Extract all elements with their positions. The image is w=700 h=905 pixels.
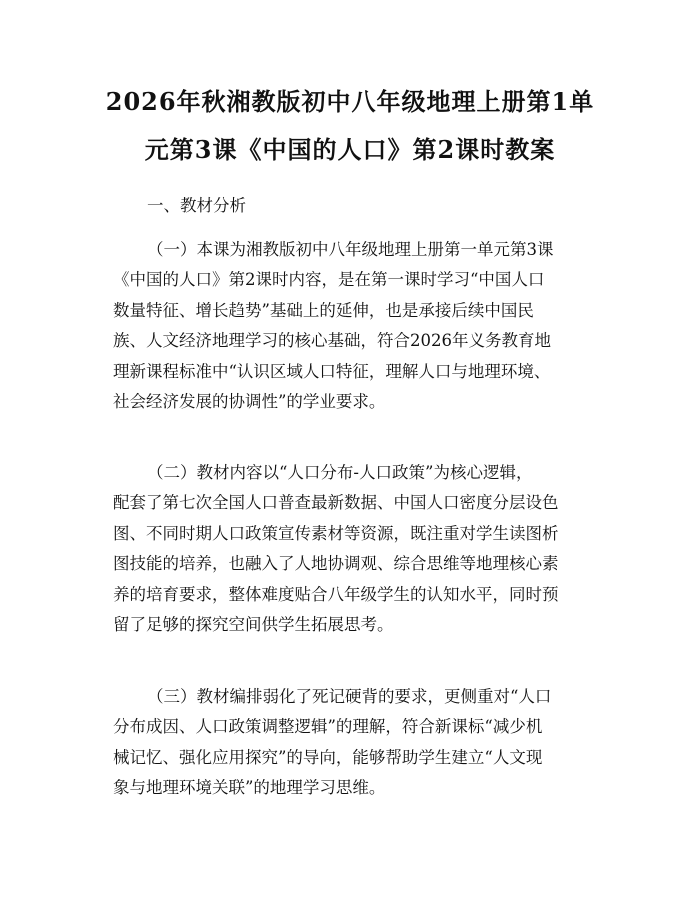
paragraph-line: 分布成因、人口政策调整逻辑”的理解，符合新课标“减少机 <box>113 717 543 737</box>
paragraph-line: 图技能的培养，也融入了人地协调观、综合思维等地理核心素 <box>113 554 559 574</box>
paragraph-line: 图、不同时期人口政策宣传素材等资源，既注重对学生读图析 <box>113 523 559 543</box>
paragraph-line: 数量特征、增长趋势”基础上的延伸，也是承接后续中国民 <box>113 300 534 320</box>
title-line: 2026年秋湘教版初中八年级地理上册第1单 <box>105 87 595 116</box>
paragraph-line: 社会经济发展的协调性”的学业要求。 <box>113 392 386 412</box>
paragraph-line: 族、人文经济地理学习的核心基础，符合2026年义务教育地 <box>113 331 551 351</box>
document-title <box>100 78 600 174</box>
section-heading: 一、教材分析 <box>147 196 246 215</box>
paragraph-line: （一）本课为湘教版初中八年级地理上册第一单元第3课 <box>147 240 554 259</box>
paragraph-line: （二）教材内容以“人口分布-人口政策”为核心逻辑， <box>147 463 533 482</box>
paragraph-1 <box>113 235 593 417</box>
paragraph-line: 配套了第七次全国人口普查最新数据、中国人口密度分层设色 <box>113 493 559 513</box>
paragraph-line: 理新课程标准中“认识区域人口特征，理解人口与地理环境、 <box>113 361 551 381</box>
paragraph-line: 《中国的人口》第2课时内容，是在第一课时学习“中国人口 <box>113 270 545 290</box>
title-line: 元第3课《中国的人口》第2课时教案 <box>144 135 556 164</box>
paragraph-line: 象与地理环境关联”的地理学习思维。 <box>113 778 386 798</box>
paragraph-line: 留了足够的探究空间供学生拓展思考。 <box>113 615 394 635</box>
paragraph-line: 养的培育要求，整体难度贴合八年级学生的认知水平，同时预 <box>113 584 559 604</box>
paragraph-line: （三）教材编排弱化了死记硬背的要求，更侧重对“人口 <box>147 687 552 706</box>
paragraph-line: 械记忆、强化应用探究”的导向，能够帮助学生建立“人文现 <box>113 747 543 767</box>
paragraph-3 <box>113 682 593 804</box>
paragraph-2 <box>113 458 593 640</box>
